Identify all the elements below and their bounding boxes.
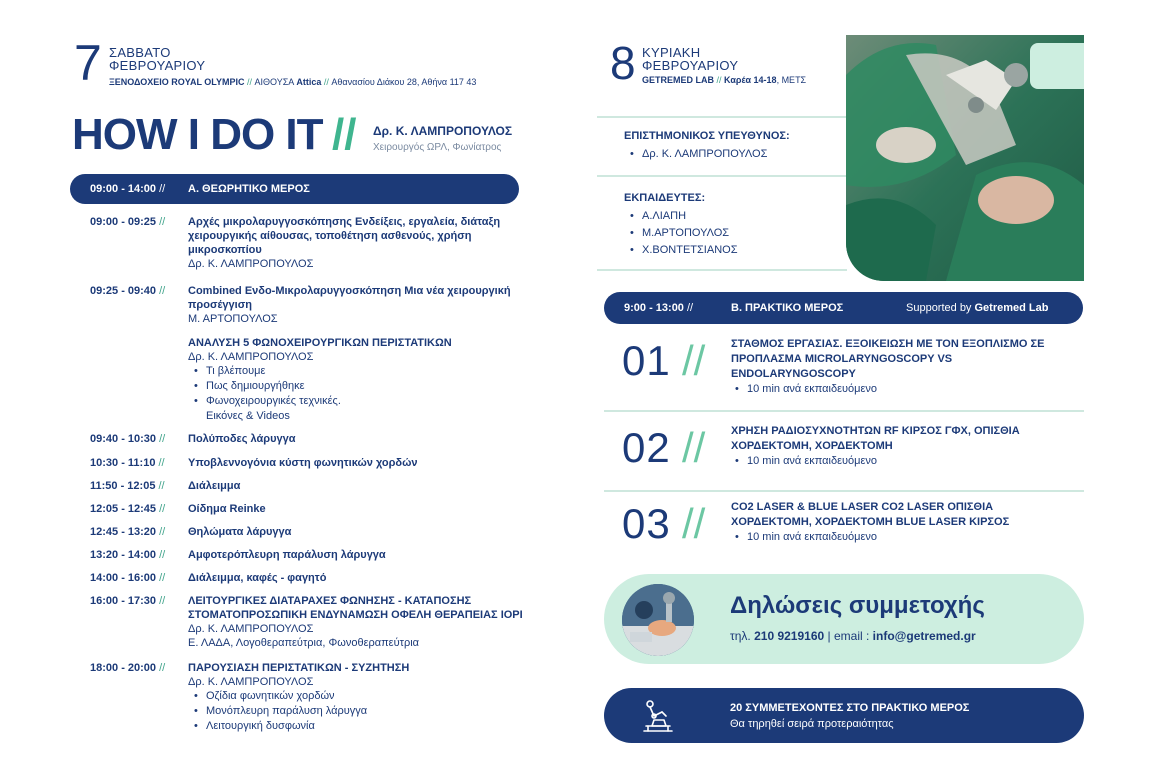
registration-heading: Δηλώσεις συμμετοχής bbox=[730, 592, 985, 619]
registration-photo bbox=[622, 584, 694, 656]
schedule-item bbox=[188, 502, 524, 516]
day1-day: ΣΑΒΒΑΤΟ bbox=[109, 45, 171, 60]
practice-time: 9:00 - 13:00 // bbox=[624, 302, 694, 314]
photo-corner-accent bbox=[1030, 43, 1084, 89]
email-label: email : bbox=[833, 629, 870, 643]
schedule-time: 12:45 - 13:20 // bbox=[90, 526, 166, 538]
lab-street: Καρέα 14-18 bbox=[724, 75, 777, 85]
bullet-item: • Τι βλέπουμε bbox=[194, 364, 524, 379]
schedule-title: Διάλειμμα bbox=[188, 480, 241, 492]
title-slash: // bbox=[332, 110, 357, 159]
schedule-time: 13:20 - 14:00 // bbox=[90, 549, 166, 561]
schedule-bullets bbox=[188, 364, 524, 409]
station-title: ΧΡΗΣΗ ΡΑΔΙΟΣΥΧΝΟΤΗΤΩΝ RF ΚΙΡΣΟΣ ΓΦΧ, ΟΠΙΣΘΙΑ ΧΟΡΔΕΚΤΟΜΗ, ΧΟΡΔΕΚΤΟΜΗ bbox=[731, 425, 1020, 452]
divider bbox=[604, 490, 1084, 492]
tel-number[interactable]: 210 9219160 bbox=[754, 629, 825, 643]
bullet-item: • Οζίδια φωνητικών χορδών bbox=[194, 689, 524, 704]
divider bbox=[597, 269, 847, 271]
participants-box bbox=[604, 688, 1084, 743]
schedule-item bbox=[188, 594, 524, 650]
schedule-title: ΛΕΙΤΟΥΡΓΙΚΕΣ ΔΙΑΤΑΡΑΧΕΣ ΦΩΝΗΣΗΣ - ΚΑΤΑΠΟΣΗΣ ΣΤΟΜΑΤΟΠΡΟΣΩΠΙΚΗ ΕΝΔΥΝΑΜΩΣΗ ΟΦΕΛΗ ΘΕΡΑΠΕΙΑΣ ΙΟΡΙ bbox=[188, 595, 523, 621]
day2-venue bbox=[642, 75, 806, 85]
practice-label: Β. ΠΡΑΚΤΙΚΟ ΜΕΡΟΣ bbox=[731, 302, 844, 314]
schedule-title: Αμφοτερόπλευρη παράλυση λάρυγγα bbox=[188, 549, 386, 561]
bullet-item: • Μονόπλευρη παράλυση λάρυγγα bbox=[194, 704, 524, 719]
schedule-time: 12:05 - 12:45 // bbox=[90, 503, 166, 515]
schedule-item bbox=[188, 661, 524, 734]
schedule-item bbox=[188, 215, 524, 271]
day2-month: ΦΕΒΡΟΥΑΡΙΟΥ bbox=[642, 58, 739, 73]
schedule-time: 16:00 - 17:30 // bbox=[90, 595, 166, 607]
day1-number: 7 bbox=[74, 35, 102, 91]
station-note: • 10 min ανά εκπαιδευόμενο bbox=[735, 530, 1051, 545]
divider bbox=[604, 410, 1084, 412]
schedule-speaker: Δρ. Κ. ΛΑΜΠΡΟΠΟΥΛΟΣ bbox=[188, 258, 314, 270]
registration-box bbox=[604, 574, 1084, 664]
schedule-time: 09:25 - 09:40 // bbox=[90, 285, 166, 297]
schedule-time: 14:00 - 16:00 // bbox=[90, 572, 166, 584]
schedule-title: Θηλώματα λάρυγγα bbox=[188, 526, 292, 538]
schedule-bullets bbox=[188, 689, 524, 734]
schedule-title: Αρχές μικρολαρυγγοσκόπησης Ενδείξεις, εργαλεία, διάταξη χειρουργικής αίθουσας, τοποθέτηση ασθενούς, χρήση μικροσκοπίου bbox=[188, 216, 501, 256]
schedule-time: 11:50 - 12:05 // bbox=[90, 480, 165, 492]
supported-by: Supported by Getremed Lab bbox=[906, 302, 1049, 314]
training-image bbox=[622, 584, 694, 656]
schedule-title: ΠΑΡΟΥΣΙΑΣΗ ΠΕΡΙΣΤΑΤΙΚΩΝ - ΣΥΖΗΤΗΣΗ bbox=[188, 662, 410, 674]
station-number: 03 bbox=[622, 500, 671, 547]
theory-time: 09:00 - 14:00 // bbox=[90, 183, 166, 195]
schedule-item bbox=[188, 336, 524, 423]
schedule-title: Πολύποδες λάρυγγα bbox=[188, 433, 296, 445]
room-name: Attica bbox=[296, 77, 322, 87]
day1-month: ΦΕΒΡΟΥΑΡΙΟΥ bbox=[109, 58, 206, 73]
schedule-extra: Εικόνες & Videos bbox=[206, 410, 290, 422]
schedule-time: 09:40 - 10:30 // bbox=[90, 433, 166, 445]
instructor-name: • Χ.ΒΟΝΤΕΤΣΙΑΝΟΣ bbox=[630, 242, 738, 259]
robot-arm-icon bbox=[640, 698, 676, 734]
venue-sep: // bbox=[323, 77, 329, 87]
divider bbox=[597, 175, 847, 177]
scientific-name: • Δρ. Κ. ΛΑΜΠΡΟΠΟΥΛΟΣ bbox=[630, 147, 767, 162]
theory-label: Α. ΘΕΩΡΗΤΙΚΟ ΜΕΡΟΣ bbox=[188, 183, 310, 195]
tel-label: τηλ. bbox=[730, 629, 751, 643]
page-title: HOW I DO IT bbox=[72, 110, 323, 159]
schedule-item bbox=[188, 571, 524, 585]
instructors-heading: ΕΚΠΑΙΔΕΥΤΕΣ: bbox=[624, 192, 706, 204]
station-slash: // bbox=[682, 500, 706, 547]
venue-address: Αθανασίου Διάκου 28, Αθήνα 117 43 bbox=[331, 77, 477, 87]
bullet-item: • Λειτουργική δυσφωνία bbox=[194, 719, 524, 734]
schedule-speaker: Ε. ΛΑΔΑ, Λογοθεραπεύτρια, Φωνοθεραπεύτρια bbox=[188, 637, 419, 649]
schedule-item bbox=[188, 284, 524, 326]
instructors-list bbox=[624, 208, 738, 259]
day1-venue bbox=[109, 77, 476, 87]
station-number: 01 bbox=[622, 337, 671, 384]
station-slash: // bbox=[682, 424, 706, 471]
station-item bbox=[731, 500, 1051, 545]
schedule-title: ΑΝΑΛΥΣΗ 5 ΦΩΝΟΧΕΙΡΟΥΡΓΙΚΩΝ ΠΕΡΙΣΤΑΤΙΚΩΝ bbox=[188, 337, 452, 349]
email-link[interactable]: info@getremed.gr bbox=[872, 629, 976, 643]
participants-note: Θα τηρηθεί σειρά προτεραιότητας bbox=[730, 718, 894, 730]
contact-sep: | bbox=[827, 629, 831, 643]
schedule-title: Combined Ενδο-Μικρολαρυγγοσκόπηση Μια νέα χειρουργική προσέγγιση bbox=[188, 285, 511, 311]
scientific-list bbox=[624, 147, 767, 162]
schedule-time: 18:00 - 20:00 // bbox=[90, 662, 166, 674]
bullet-item: • Φωνοχειρουργικές τεχνικές. bbox=[194, 394, 524, 409]
lab-area: , ΜΕΤΣ bbox=[776, 75, 807, 85]
schedule-title: Διάλειμμα, καφές - φαγητό bbox=[188, 572, 327, 584]
practice-pill bbox=[604, 292, 1083, 324]
doctor-name: Δρ. Κ. ΛΑΜΠΡΟΠΟΥΛΟΣ bbox=[373, 124, 513, 138]
station-slash: // bbox=[682, 337, 706, 384]
venue-sep: // bbox=[247, 77, 253, 87]
divider bbox=[597, 116, 847, 118]
station-note: • 10 min ανά εκπαιδευόμενο bbox=[735, 382, 1051, 397]
schedule-title: Οίδημα Reinke bbox=[188, 503, 266, 515]
venue-sep: // bbox=[716, 75, 722, 85]
day2-number: 8 bbox=[610, 37, 636, 89]
station-item bbox=[731, 337, 1051, 397]
schedule-item bbox=[188, 456, 524, 470]
station-title: CO2 LASER & BLUE LASER CO2 LASER ΟΠΙΣΘΙΑ ΧΟΡΔΕΚΤΟΜΗ, ΧΟΡΔΕΚΤΟΜΗ BLUE LASER ΚΙΡΣΟΣ bbox=[731, 501, 1010, 528]
surgery-photo bbox=[846, 35, 1084, 281]
instructor-name: • Α.ΛΙΑΠΗ bbox=[630, 208, 738, 225]
schedule-time: 09:00 - 09:25 // bbox=[90, 216, 166, 228]
schedule-speaker: Μ. ΑΡΤΟΠΟΥΛΟΣ bbox=[188, 313, 278, 325]
hotel-name: ΞΕΝΟΔΟΧΕΙΟ ROYAL OLYMPIC bbox=[109, 77, 245, 87]
schedule-speaker: Δρ. Κ. ΛΑΜΠΡΟΠΟΥΛΟΣ bbox=[188, 623, 314, 635]
scientific-heading: ΕΠΙΣΤΗΜΟΝΙΚΟΣ ΥΠΕΥΘΥΝΟΣ: bbox=[624, 130, 790, 142]
station-item bbox=[731, 424, 1051, 469]
schedule-speaker: Δρ. Κ. ΛΑΜΠΡΟΠΟΥΛΟΣ bbox=[188, 676, 314, 688]
schedule-speaker: Δρ. Κ. ΛΑΜΠΡΟΠΟΥΛΟΣ bbox=[188, 351, 314, 363]
schedule-item bbox=[188, 479, 524, 493]
station-note: • 10 min ανά εκπαιδευόμενο bbox=[735, 454, 1051, 469]
theory-pill bbox=[70, 174, 519, 204]
instructor-name: • Μ.ΑΡΤΟΠΟΥΛΟΣ bbox=[630, 225, 738, 242]
schedule-item bbox=[188, 432, 524, 446]
schedule-time: 10:30 - 11:10 // bbox=[90, 457, 165, 469]
lab-name: GETREMED LAB bbox=[642, 75, 714, 85]
bullet-item: • Πως δημιουργήθηκε bbox=[194, 379, 524, 394]
station-title: ΣΤΑΘΜΟΣ ΕΡΓΑΣΙΑΣ. ΕΞΟΙΚΕΙΩΣΗ ΜΕ ΤΟΝ ΕΞΟΠΛΙΣΜΟ ΣΕ ΠΡΟΠΛΑΣΜΑ MICROLARYNGOSCOPY VS ENDOLARYNGOSCOPY bbox=[731, 338, 1045, 380]
room-label: ΑΙΘΟΥΣΑ bbox=[254, 77, 294, 87]
station-number: 02 bbox=[622, 424, 671, 471]
day2-day: ΚΥΡΙΑΚΗ bbox=[642, 45, 701, 60]
doctor-title: Χειρουργός ΩΡΛ, Φωνίατρος bbox=[373, 142, 502, 153]
schedule-item bbox=[188, 548, 524, 562]
schedule-title: Υποβλεννογόνια κύστη φωνητικών χορδών bbox=[188, 457, 418, 469]
participants-title: 20 ΣΥΜΜΕΤΕΧΟΝΤΕΣ ΣΤΟ ΠΡΑΚΤΙΚΟ ΜΕΡΟΣ bbox=[730, 702, 970, 714]
registration-contact bbox=[730, 629, 976, 643]
schedule-item bbox=[188, 525, 524, 539]
